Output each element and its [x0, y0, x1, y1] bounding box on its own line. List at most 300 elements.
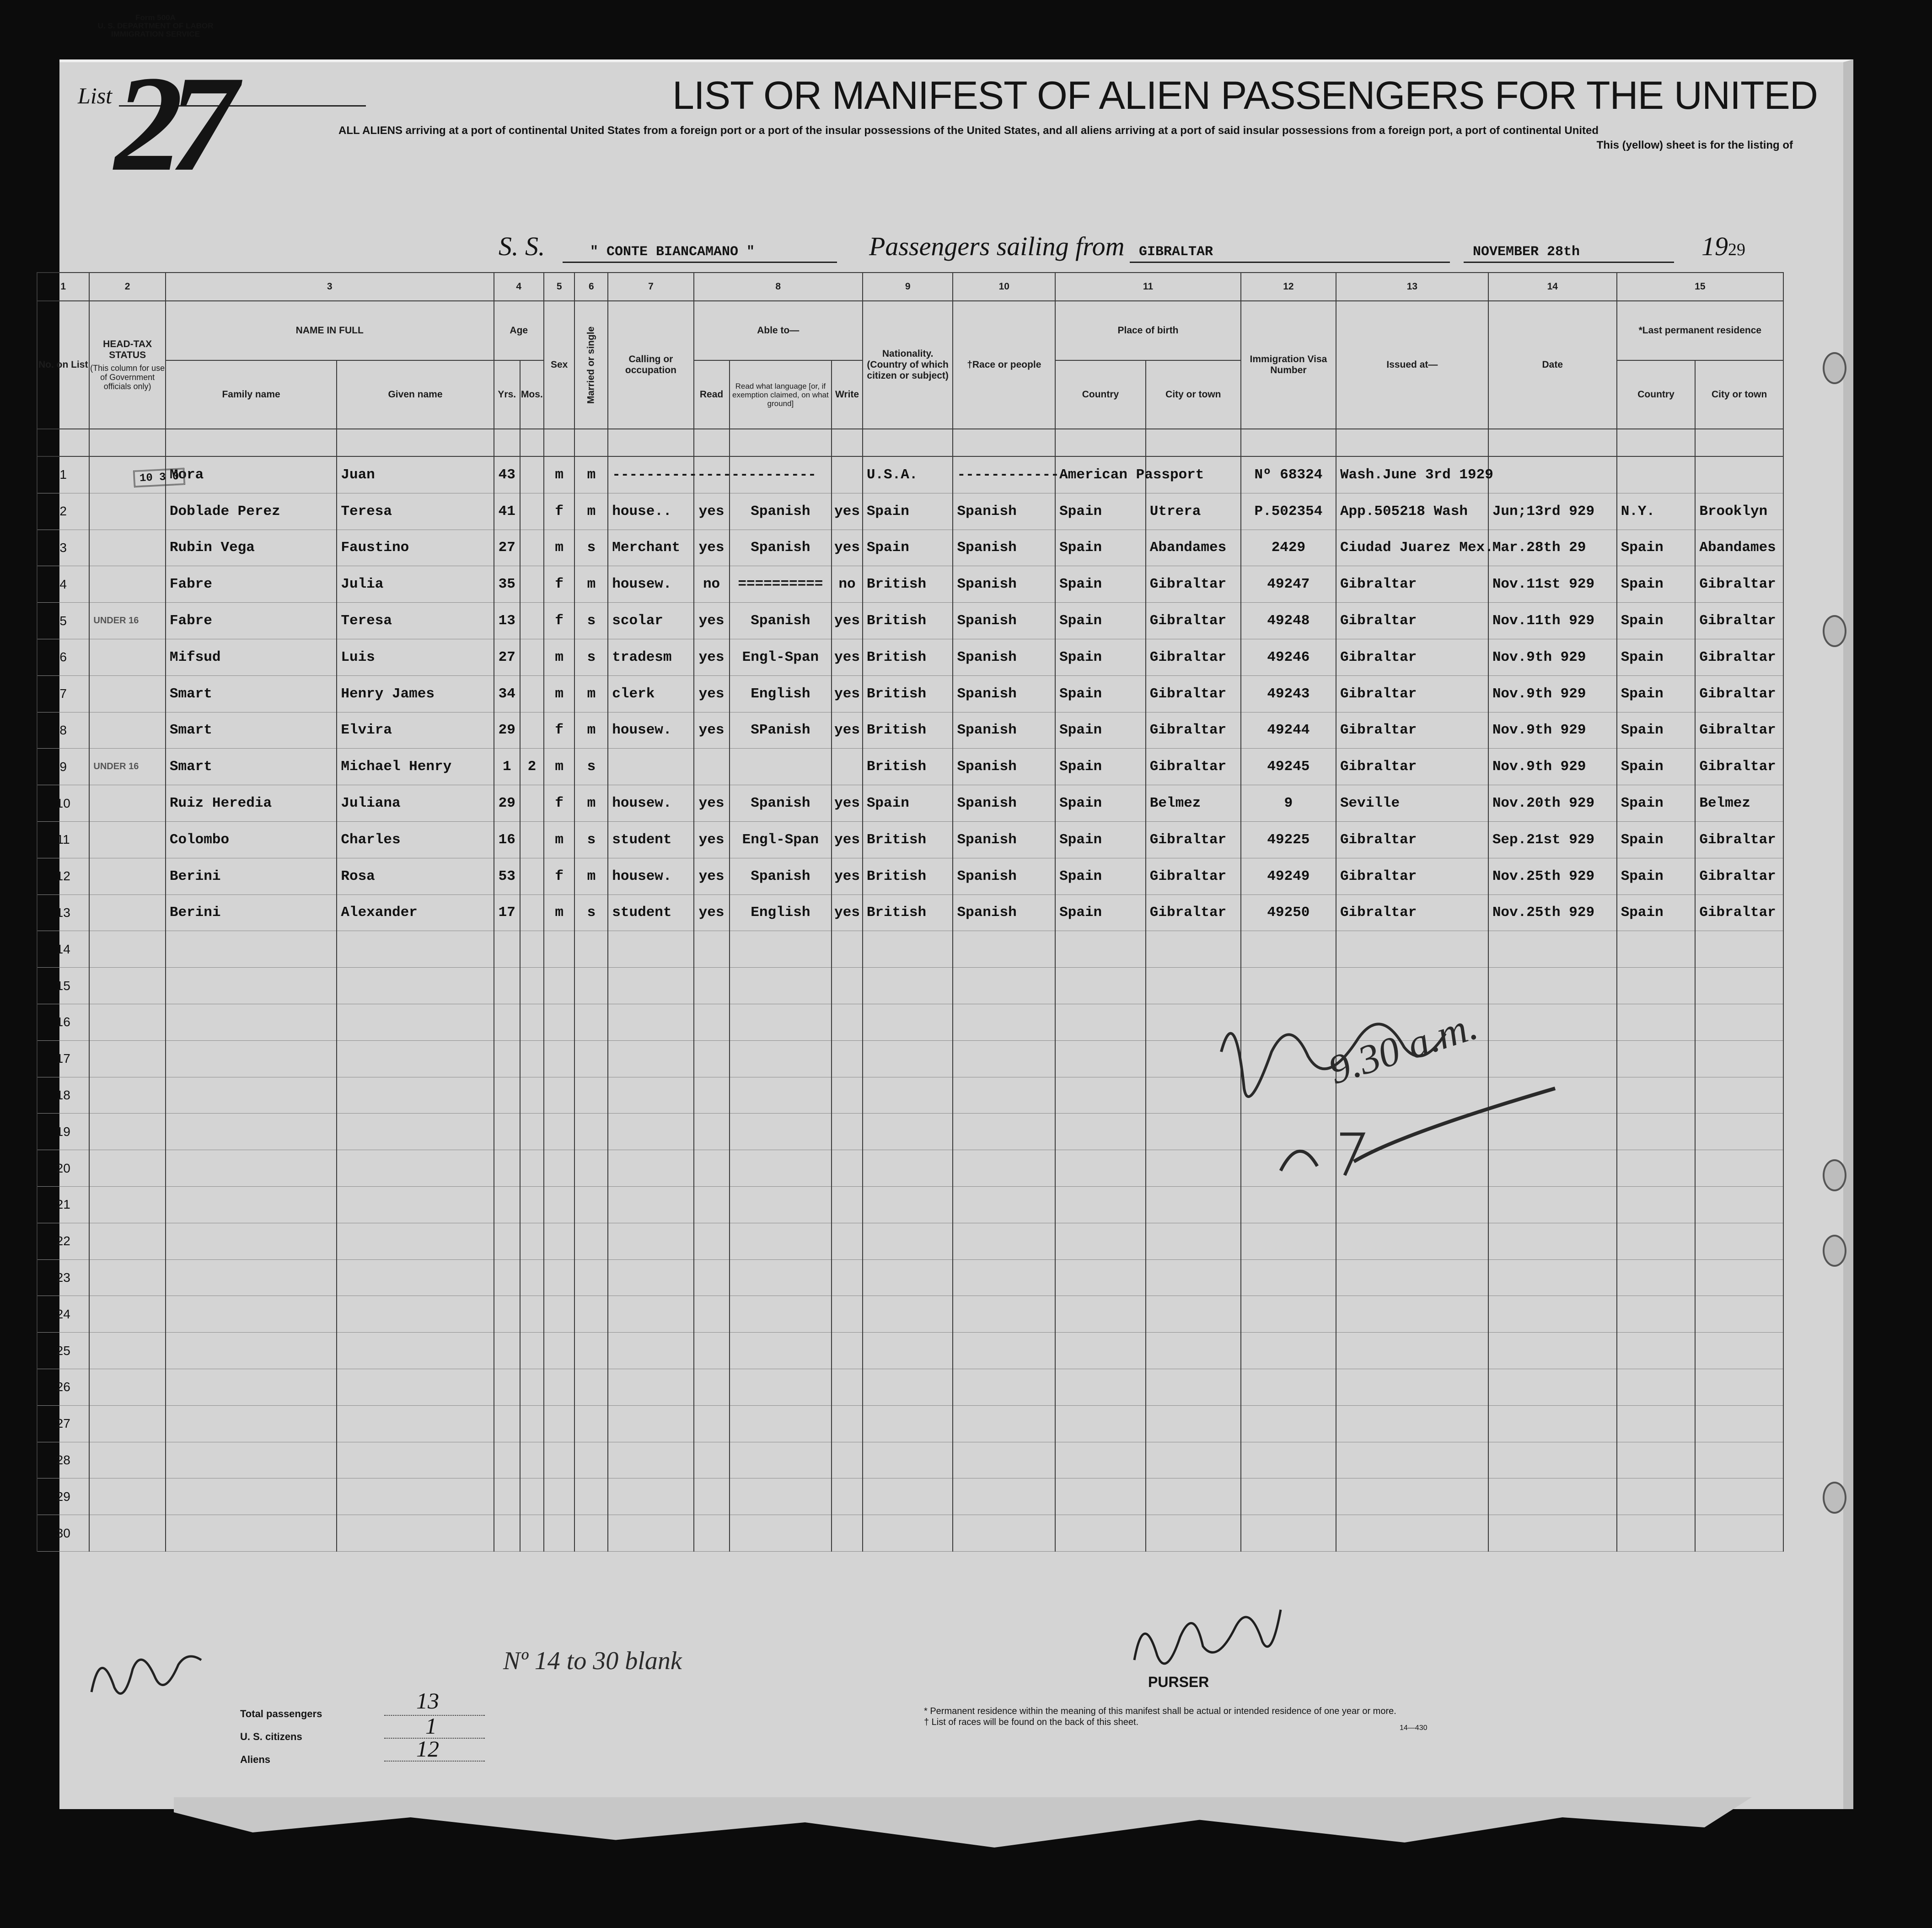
header-visa: Immigration Visa Number — [1241, 301, 1336, 429]
cell-date — [1488, 1405, 1617, 1442]
cell-nationality: British — [863, 894, 953, 931]
cell-write — [832, 1478, 863, 1515]
cell-yrs: 27 — [494, 639, 520, 675]
cell-occupation: housew. — [608, 566, 693, 603]
cell-city: Gibraltar — [1146, 566, 1241, 603]
cell-res-country — [1617, 1333, 1696, 1369]
header-sex: Sex — [544, 301, 575, 429]
us-citizens-label: U. S. citizens — [240, 1731, 302, 1742]
cell-res-city: Gibraltar — [1695, 749, 1783, 785]
row-number: 26 — [37, 1369, 89, 1405]
cell-res-country: Spain — [1617, 530, 1696, 566]
cell-race — [953, 968, 1055, 1004]
cell-city: Gibraltar — [1146, 749, 1241, 785]
cell-res-country — [1617, 968, 1696, 1004]
cell-language: Spanish — [730, 493, 832, 530]
cell-country: Spain — [1055, 712, 1146, 749]
cell-given: Faustino — [337, 530, 494, 566]
cell-nationality: British — [863, 821, 953, 858]
col-num-4: 4 — [494, 273, 544, 301]
cell-occupation — [608, 1259, 693, 1296]
punch-hole — [1823, 1159, 1846, 1191]
cell-read — [694, 1114, 730, 1150]
row-number: 28 — [37, 1442, 89, 1478]
cell-res-city — [1695, 1478, 1783, 1515]
cell-tax — [89, 639, 165, 675]
cell-city — [1146, 1405, 1241, 1442]
cell-race: Spanish — [953, 858, 1055, 894]
cell-res-city: Gibraltar — [1695, 712, 1783, 749]
cell-marital: s — [574, 821, 608, 858]
cell-yrs: 1 — [494, 749, 520, 785]
cell-read: yes — [694, 821, 730, 858]
cell-yrs — [494, 1296, 520, 1333]
cell-nationality: Spain — [863, 785, 953, 822]
cell-occupation — [608, 968, 693, 1004]
torn-page-edge — [174, 1797, 1752, 1848]
cell-tax — [89, 1040, 165, 1077]
cell-yrs — [494, 1077, 520, 1114]
cell-family: Berini — [166, 894, 337, 931]
cell-yrs — [494, 1150, 520, 1187]
cell-occupation — [608, 1186, 693, 1223]
cell-visa: 49225 — [1241, 821, 1336, 858]
col-num-12: 12 — [1241, 273, 1336, 301]
cell-occupation — [608, 1077, 693, 1114]
cell-nationality — [863, 1369, 953, 1405]
punch-hole — [1823, 1235, 1846, 1267]
cell-yrs — [494, 1442, 520, 1478]
cell-res-city — [1695, 968, 1783, 1004]
table-row — [37, 456, 1783, 493]
cell-write — [832, 1223, 863, 1259]
footnote-races: † List of races will be found on the back of this sheet. — [924, 1717, 1139, 1727]
cell-given — [337, 1150, 494, 1187]
punch-hole — [1823, 352, 1846, 384]
col-num-14: 14 — [1488, 273, 1617, 301]
cell-family — [166, 1040, 337, 1077]
cell-country: Spain — [1055, 821, 1146, 858]
cell-family: Rubin Vega — [166, 530, 337, 566]
cell-issued — [1336, 1259, 1488, 1296]
header-res-city: City or town — [1695, 360, 1783, 429]
cell-issued — [1336, 1186, 1488, 1223]
row-number: 21 — [37, 1186, 89, 1223]
cell-sex: m — [544, 749, 575, 785]
cell-race — [953, 1333, 1055, 1369]
blank-rows-note: Nº 14 to 30 blank — [503, 1647, 682, 1675]
cell-given — [337, 1077, 494, 1114]
cell-yrs — [494, 1515, 520, 1552]
header-country: Country — [1055, 360, 1146, 429]
cell-issued — [1336, 1223, 1488, 1259]
header-head-tax-note: (This column for use of Government officials only) — [90, 364, 165, 391]
row-number: 2 — [37, 493, 89, 530]
cell-tax — [89, 530, 165, 566]
cell-sex: m — [544, 894, 575, 931]
cell-country: Spain — [1055, 566, 1146, 603]
cell-read — [694, 1004, 730, 1040]
us-citizens-value: 1 — [425, 1713, 437, 1739]
intro-line-1: ALL ALIENS arriving at a port of continental United States from a foreign port or a port of the insular possessions of the United States, and all aliens arriving at a port of said insular possessions from a foreign port, a port of continental United — [338, 124, 1599, 137]
cell-res-city: Gibraltar — [1695, 566, 1783, 603]
cell-country — [1055, 1223, 1146, 1259]
cell-race: Spanish — [953, 530, 1055, 566]
cell-country: American Passport — [1055, 456, 1146, 493]
cell-mos — [520, 1333, 544, 1369]
cell-tax — [89, 1478, 165, 1515]
cell-city: Gibraltar — [1146, 894, 1241, 931]
cell-country — [1055, 1296, 1146, 1333]
cell-given: Juan — [337, 456, 494, 493]
cell-mos — [520, 858, 544, 894]
row-number: 23 — [37, 1259, 89, 1296]
cell-visa — [1241, 1296, 1336, 1333]
cell-language: Engl-Span — [730, 821, 832, 858]
cell-occupation — [608, 1150, 693, 1187]
cell-date — [1488, 1296, 1617, 1333]
header-calling: Calling or occupation — [608, 301, 693, 429]
cell-read: yes — [694, 675, 730, 712]
cell-res-country — [1617, 1405, 1696, 1442]
col-num-5: 5 — [544, 273, 575, 301]
cell-res-country — [1617, 1223, 1696, 1259]
cell-marital: m — [574, 493, 608, 530]
cell-write: yes — [832, 493, 863, 530]
cell-mos — [520, 1515, 544, 1552]
cell-res-city: Brooklyn — [1695, 493, 1783, 530]
header-race: †Race or people — [953, 301, 1055, 429]
header-read-language: Read what language [or, if exemption claimed, on what ground] — [730, 360, 832, 429]
cell-country — [1055, 1040, 1146, 1077]
cell-tax: UNDER 16 — [89, 749, 165, 785]
cell-city: Gibraltar — [1146, 858, 1241, 894]
cell-date: Nov.25th 929 — [1488, 858, 1617, 894]
cell-mos — [520, 1186, 544, 1223]
header-no-on-list: No. on List — [37, 301, 89, 429]
cell-yrs: 35 — [494, 566, 520, 603]
cell-mos — [520, 1369, 544, 1405]
cell-given: Henry James — [337, 675, 494, 712]
cell-race — [953, 1150, 1055, 1187]
cell-given — [337, 1004, 494, 1040]
row-number: 7 — [37, 675, 89, 712]
cell-nationality: U.S.A. — [863, 456, 953, 493]
department-name: U. S. DEPARTMENT OF LABOR — [97, 21, 214, 30]
row-number: 20 — [37, 1150, 89, 1187]
cell-sex — [544, 1150, 575, 1187]
cell-yrs: 29 — [494, 712, 520, 749]
form-number: Form 500A — [135, 13, 176, 22]
header-family-name: Family name — [166, 360, 337, 429]
cell-marital — [574, 1077, 608, 1114]
cell-family: Doblade Perez — [166, 493, 337, 530]
cell-issued — [1336, 931, 1488, 968]
cell-write — [832, 1369, 863, 1405]
cell-tax — [89, 712, 165, 749]
cell-mos — [520, 639, 544, 675]
cell-family — [166, 1515, 337, 1552]
cell-yrs — [494, 1333, 520, 1369]
cell-visa: 2429 — [1241, 530, 1336, 566]
cell-res-city — [1695, 1259, 1783, 1296]
cell-marital: m — [574, 566, 608, 603]
table-row — [37, 1478, 1783, 1515]
cell-visa — [1241, 1259, 1336, 1296]
cell-yrs — [494, 1369, 520, 1405]
cell-occupation: housew. — [608, 785, 693, 822]
header-date: Date — [1488, 301, 1617, 429]
total-passengers-value: 13 — [416, 1688, 439, 1714]
cell-marital — [574, 1259, 608, 1296]
purser-signature-icon — [1125, 1591, 1290, 1674]
cell-occupation — [608, 1369, 693, 1405]
cell-visa — [1241, 1186, 1336, 1223]
cell-nationality — [863, 1515, 953, 1552]
cell-language: Spanish — [730, 785, 832, 822]
cell-date — [1488, 1333, 1617, 1369]
cell-sex — [544, 1223, 575, 1259]
cell-marital: m — [574, 456, 608, 493]
row-number: 1 — [37, 456, 89, 493]
cell-read: yes — [694, 530, 730, 566]
cell-date: Jun;13rd 929 — [1488, 493, 1617, 530]
cell-country: Spain — [1055, 530, 1146, 566]
cell-language — [730, 1515, 832, 1552]
cell-yrs: 34 — [494, 675, 520, 712]
row-number: 14 — [37, 931, 89, 968]
cell-tax — [89, 894, 165, 931]
cell-occupation: house.. — [608, 493, 693, 530]
cell-yrs: 41 — [494, 493, 520, 530]
cell-tax: UNDER 16 — [89, 603, 165, 639]
cell-mos — [520, 1150, 544, 1187]
col-num-2: 2 — [89, 273, 165, 301]
cell-tax — [89, 1369, 165, 1405]
cell-tax — [89, 968, 165, 1004]
header-row-1 — [37, 301, 1783, 360]
cell-country — [1055, 1333, 1146, 1369]
cell-country: Spain — [1055, 675, 1146, 712]
cell-language: Spanish — [730, 530, 832, 566]
cell-res-city — [1695, 1040, 1783, 1077]
cell-race: Spanish — [953, 566, 1055, 603]
table-row — [37, 894, 1783, 931]
cell-marital — [574, 1369, 608, 1405]
cell-visa: P.502354 — [1241, 493, 1336, 530]
cell-country — [1055, 1004, 1146, 1040]
cell-write: yes — [832, 603, 863, 639]
cell-marital — [574, 1296, 608, 1333]
cell-given — [337, 1405, 494, 1442]
cell-tax — [89, 931, 165, 968]
col-num-6: 6 — [574, 273, 608, 301]
cell-res-city: Gibraltar — [1695, 894, 1783, 931]
cell-date — [1488, 1442, 1617, 1478]
cell-occupation: Merchant — [608, 530, 693, 566]
row-number: 5 — [37, 603, 89, 639]
row-number: 15 — [37, 968, 89, 1004]
cell-country: Spain — [1055, 858, 1146, 894]
cell-write: yes — [832, 785, 863, 822]
cell-race — [953, 931, 1055, 968]
cell-res-country — [1617, 456, 1696, 493]
cell-read — [694, 749, 730, 785]
row-number: 22 — [37, 1223, 89, 1259]
cell-write — [832, 1515, 863, 1552]
cell-city — [1146, 1478, 1241, 1515]
cell-write — [832, 1186, 863, 1223]
cell-given — [337, 1114, 494, 1150]
cell-res-city — [1695, 1296, 1783, 1333]
cell-yrs — [494, 1004, 520, 1040]
row-number: 18 — [37, 1077, 89, 1114]
cell-race: Spanish — [953, 785, 1055, 822]
intro-text — [338, 123, 1793, 153]
cell-nationality: British — [863, 639, 953, 675]
cell-marital: s — [574, 530, 608, 566]
cell-res-city — [1695, 1150, 1783, 1187]
cell-family: Berini — [166, 858, 337, 894]
cell-date: Nov.9th 929 — [1488, 712, 1617, 749]
cell-country: Spain — [1055, 639, 1146, 675]
cell-mos — [520, 1040, 544, 1077]
cell-country — [1055, 1369, 1146, 1405]
table-row — [37, 675, 1783, 712]
cell-read — [694, 1333, 730, 1369]
passengers-sailing-label: Passengers sailing from — [869, 231, 1125, 261]
cell-mos: 2 — [520, 749, 544, 785]
cell-city: Gibraltar — [1146, 712, 1241, 749]
cell-yrs — [494, 1114, 520, 1150]
header-married: Married or single — [574, 301, 608, 429]
cell-res-country — [1617, 931, 1696, 968]
cell-sex — [544, 968, 575, 1004]
cell-language — [730, 968, 832, 1004]
cell-tax — [89, 1442, 165, 1478]
cell-date: Nov.9th 929 — [1488, 675, 1617, 712]
cell-issued — [1336, 1405, 1488, 1442]
cell-race: Spanish — [953, 712, 1055, 749]
cell-yrs — [494, 931, 520, 968]
cell-res-country — [1617, 1296, 1696, 1333]
cell-given — [337, 1478, 494, 1515]
cell-language — [730, 1004, 832, 1040]
cell-race — [953, 1296, 1055, 1333]
cell-read — [694, 1186, 730, 1223]
cell-city — [1146, 1186, 1241, 1223]
cell-language — [730, 1259, 832, 1296]
cell-write — [832, 456, 863, 493]
cell-res-city — [1695, 1077, 1783, 1114]
cell-country — [1055, 1150, 1146, 1187]
header-given-name: Given name — [337, 360, 494, 429]
cell-issued: Gibraltar — [1336, 712, 1488, 749]
cell-read — [694, 1296, 730, 1333]
row-number: 27 — [37, 1405, 89, 1442]
cell-tax — [89, 1114, 165, 1150]
cell-city — [1146, 1442, 1241, 1478]
total-passengers-label: Total passengers — [240, 1708, 322, 1719]
col-num-10: 10 — [953, 273, 1055, 301]
cell-tax — [89, 1186, 165, 1223]
cell-nationality — [863, 1223, 953, 1259]
header-head-tax-title: HEAD-TAX STATUS — [103, 339, 152, 360]
cell-country: Spain — [1055, 894, 1146, 931]
header-issued-at: Issued at— — [1336, 301, 1488, 429]
cell-nationality: British — [863, 858, 953, 894]
cell-visa — [1241, 1223, 1336, 1259]
col-num-15: 15 — [1617, 273, 1783, 301]
cell-marital — [574, 1223, 608, 1259]
cell-nationality: British — [863, 675, 953, 712]
cell-sex: f — [544, 566, 575, 603]
cell-sex: f — [544, 712, 575, 749]
cell-issued: Gibraltar — [1336, 894, 1488, 931]
cell-res-city — [1695, 1223, 1783, 1259]
cell-tax — [89, 1296, 165, 1333]
cell-write: yes — [832, 639, 863, 675]
cell-write: no — [832, 566, 863, 603]
cell-family: Mora — [166, 456, 337, 493]
cell-family — [166, 1442, 337, 1478]
cell-mos — [520, 931, 544, 968]
cell-nationality — [863, 968, 953, 1004]
cell-write — [832, 1333, 863, 1369]
cell-country: Spain — [1055, 603, 1146, 639]
cell-given: Michael Henry — [337, 749, 494, 785]
inspector-time-note: 9.30 a.m. — [1323, 1002, 1483, 1093]
row-number: 6 — [37, 639, 89, 675]
cell-issued: App.505218 Wash — [1336, 493, 1488, 530]
cell-tax — [89, 1515, 165, 1552]
cell-occupation: tradesm — [608, 639, 693, 675]
cell-marital — [574, 1333, 608, 1369]
cell-date: Nov.25th 929 — [1488, 894, 1617, 931]
col-num-7: 7 — [608, 273, 693, 301]
cell-marital: m — [574, 858, 608, 894]
cell-issued: Gibraltar — [1336, 566, 1488, 603]
cell-marital — [574, 1478, 608, 1515]
cell-mos — [520, 566, 544, 603]
cell-occupation: clerk — [608, 675, 693, 712]
header-last-residence: *Last permanent residence — [1617, 301, 1783, 360]
table-row — [37, 1296, 1783, 1333]
cell-race: Spanish — [953, 639, 1055, 675]
cell-visa: 49244 — [1241, 712, 1336, 749]
cell-family: Mifsud — [166, 639, 337, 675]
cell-given: Julia — [337, 566, 494, 603]
cell-occupation — [608, 1223, 693, 1259]
cell-issued: Gibraltar — [1336, 675, 1488, 712]
cell-yrs: 29 — [494, 785, 520, 822]
cell-date — [1488, 1369, 1617, 1405]
cell-sex: m — [544, 675, 575, 712]
cell-family — [166, 1478, 337, 1515]
cell-sex: f — [544, 785, 575, 822]
cell-country: Spain — [1055, 785, 1146, 822]
cell-res-country — [1617, 1150, 1696, 1187]
cell-city — [1146, 1369, 1241, 1405]
cell-nationality — [863, 1478, 953, 1515]
cell-occupation: housew. — [608, 712, 693, 749]
header-write: Write — [832, 360, 863, 429]
header-yrs: Yrs. — [494, 360, 520, 429]
table-row — [37, 1369, 1783, 1405]
cell-res-country — [1617, 1004, 1696, 1040]
cell-race: Spanish — [953, 603, 1055, 639]
cell-language — [730, 1186, 832, 1223]
